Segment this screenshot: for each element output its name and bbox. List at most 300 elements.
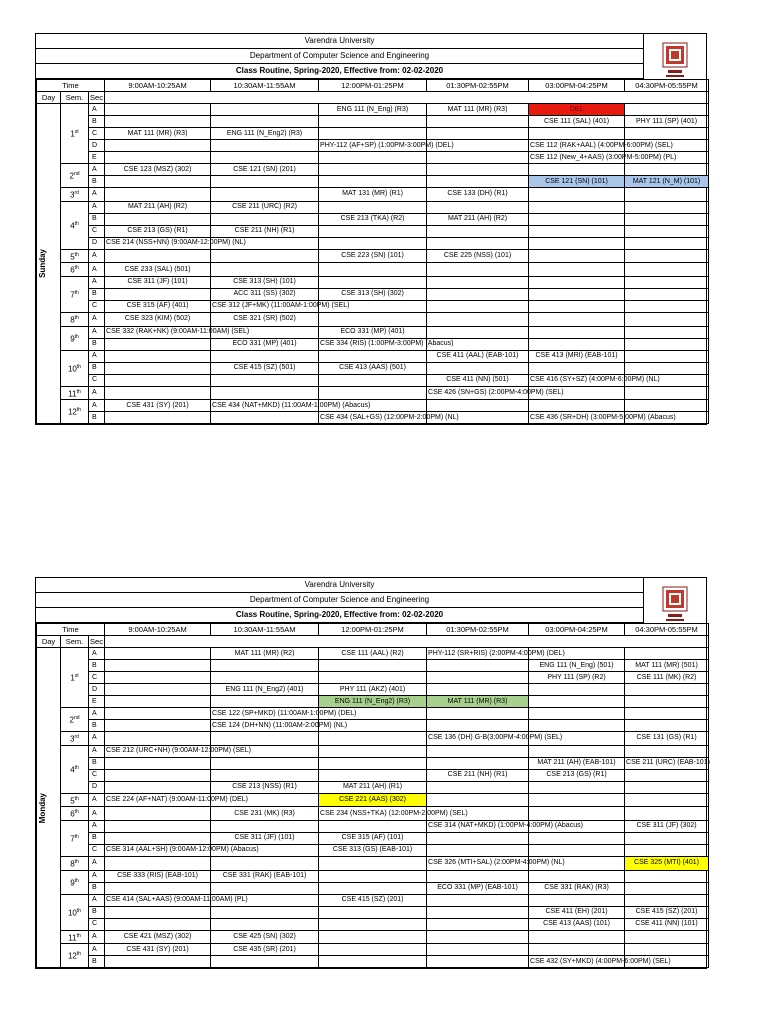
class-cell: [105, 237, 246, 249]
class-cell: [427, 116, 529, 128]
class-entry: CSE 225 (NSS) (101): [443, 251, 512, 259]
section-cell: A: [89, 894, 105, 906]
class-cell: [625, 386, 709, 400]
semester-suffix: th: [74, 220, 79, 227]
class-cell: [625, 820, 709, 832]
class-entry: CSE 326 (MTI+SAL) (2:00PM-4:00PM) (NL): [428, 859, 565, 867]
class-cell: [427, 104, 529, 116]
semester-number: 4: [70, 221, 75, 231]
class-cell: [319, 918, 427, 930]
table-row: [37, 176, 709, 188]
class-cell: [625, 807, 709, 821]
class-cell: [529, 201, 625, 213]
class-entry: ACC 311 (SS) (302): [233, 290, 296, 298]
semester-cell: [61, 708, 89, 732]
class-cell: [105, 188, 211, 202]
section-cell: A: [89, 312, 105, 326]
class-cell: [529, 152, 677, 164]
class-cell: [319, 116, 427, 128]
semester-cell: [61, 188, 89, 202]
class-entry: CSE 123 (MSZ) (302): [123, 165, 192, 173]
semester-number: 12: [67, 408, 77, 418]
class-cell: [105, 894, 248, 906]
class-entry: CSE 136 (DH) G-B(3:00PM-4:00PM) (SEL): [428, 734, 563, 742]
class-cell: [211, 769, 319, 781]
class-cell: [529, 672, 625, 684]
class-cell: [529, 720, 625, 732]
table-row: [37, 263, 709, 277]
class-entry: CSE 411 (NN) (501): [446, 376, 509, 384]
time-header: Time: [37, 624, 105, 636]
class-cell: [427, 781, 529, 793]
table-row: [37, 312, 709, 326]
class-cell: [529, 918, 625, 930]
class-cell: [319, 362, 427, 374]
class-cell: [625, 769, 709, 781]
class-cell: [319, 660, 427, 672]
class-cell: [105, 326, 250, 338]
section-cell: C: [89, 918, 105, 930]
section-cell: E: [89, 152, 105, 164]
class-cell: [625, 696, 709, 708]
time-slot-header: 01:30PM-02:55PM: [427, 624, 529, 636]
semester-suffix: th: [76, 363, 82, 370]
class-cell: [427, 918, 529, 930]
table-row: [37, 326, 709, 338]
class-cell: [105, 696, 211, 708]
class-cell: [319, 338, 454, 350]
class-entry: CSE 313 (GS) (EAB-101): [332, 846, 413, 854]
time-slot-header: 01:30PM-02:55PM: [427, 80, 529, 92]
class-entry: CSE 311 (JF) (101): [234, 834, 295, 842]
section-cell: A: [89, 793, 105, 807]
class-cell: [211, 648, 319, 660]
class-cell: [105, 276, 211, 288]
section-cell: A: [89, 164, 105, 176]
class-cell: [625, 944, 709, 956]
class-cell: [211, 213, 319, 225]
class-entry: MAT 211 (AH) (R2): [447, 215, 508, 223]
class-cell: [319, 326, 427, 338]
class-cell: [427, 672, 529, 684]
class-entry: CSE 413 (AAS) (101): [543, 920, 610, 928]
section-cell: A: [89, 648, 105, 660]
class-cell: [105, 660, 211, 672]
class-cell: [625, 708, 709, 720]
semester-header: Sem.: [61, 92, 89, 104]
class-entry: CSE 435 (SR) (201): [233, 945, 296, 953]
class-entry: CSE 413 (MRI) (EAB-101): [535, 352, 618, 360]
semester-number: 9: [70, 334, 75, 344]
section-cell: A: [89, 201, 105, 213]
class-entry: CSE 321 (SR) (502): [233, 315, 296, 323]
class-entry: MAT 111 (MR) (R2): [234, 649, 295, 657]
class-cell: [529, 832, 625, 844]
class-cell: [319, 263, 427, 277]
semester-number: 1: [70, 129, 75, 139]
semester-number: 1: [70, 673, 75, 683]
class-cell: [529, 263, 625, 277]
class-entry: CSE 313 (SH) (302): [341, 290, 404, 298]
class-cell: [529, 412, 676, 424]
class-entry: CSE 111 (MK) (R2): [636, 673, 697, 681]
class-cell: [427, 249, 529, 263]
class-cell: [427, 757, 529, 769]
class-cell: [427, 152, 529, 164]
class-cell: [625, 326, 709, 338]
class-cell: [625, 128, 709, 140]
class-cell: [529, 213, 625, 225]
class-cell: [105, 225, 211, 237]
semester-number: 5: [70, 796, 75, 806]
class-cell: [105, 104, 211, 116]
day-cell: [37, 104, 61, 424]
class-entry: PHY 111 (SP) (R2): [547, 673, 606, 681]
class-cell: [105, 820, 211, 832]
time-slot-header: 04:30PM-05:55PM: [625, 624, 709, 636]
class-entry: ENG 111 (N_Eng2) (R3): [226, 129, 303, 137]
class-cell: [319, 288, 427, 300]
class-cell: [105, 338, 211, 350]
class-cell: [427, 769, 529, 781]
class-cell: [529, 128, 625, 140]
class-cell: [529, 116, 625, 128]
semester-cell: [61, 249, 89, 263]
semester-cell: [61, 820, 89, 856]
semester-suffix: th: [74, 858, 79, 865]
class-entry: CSE 131 (GS) (R1): [636, 734, 697, 742]
class-entry: CSE 415 (SZ) (201): [341, 896, 404, 904]
class-cell: [529, 312, 625, 326]
class-cell: [529, 870, 625, 882]
class-cell: [211, 263, 319, 277]
section-cell: A: [89, 249, 105, 263]
day-header: Day: [37, 636, 61, 648]
class-cell: [105, 362, 211, 374]
class-cell: [211, 720, 348, 732]
class-entry: CSE 311 (JF) (302): [636, 822, 697, 830]
class-entry: CSE 213 (NSS) (R1): [232, 783, 297, 791]
class-cell: [211, 362, 319, 374]
class-cell: [319, 944, 427, 956]
class-entry: CSE 431 (SY) (201): [126, 401, 189, 409]
class-cell: [319, 312, 427, 326]
class-cell: [211, 152, 319, 164]
class-cell: [625, 312, 709, 326]
routine-title: Class Routine, Spring-2020, Effective from: 02-02-2020: [36, 64, 644, 79]
section-cell: B: [89, 338, 105, 350]
class-cell: [529, 288, 625, 300]
class-entry: PHY 111 (AKZ) (401): [339, 685, 406, 693]
class-entry: PHY-112 (AF+SP) (1:00PM-3:00PM) (DEL): [320, 141, 454, 149]
table-row: [37, 956, 709, 968]
class-entry: CSE 434 (NAT+MKD) (11:00AM-1:00PM) (Abacus): [212, 401, 371, 409]
class-cell: [211, 338, 319, 350]
semester-cell: [61, 276, 89, 312]
class-cell: [427, 906, 529, 918]
semester-cell: [61, 400, 89, 424]
class-cell: [211, 732, 319, 746]
time-slot-header: 10:30AM-11:55AM: [211, 624, 319, 636]
class-cell: [625, 720, 709, 732]
section-cell: A: [89, 820, 105, 832]
class-entry: CSE 314 (AAL+SH) (9:00AM-12:00PM) (Abacus): [106, 846, 259, 854]
class-cell: [625, 844, 709, 856]
table-row: [37, 832, 709, 844]
class-entry: CSE 331 (RAK) (EAB-101): [222, 872, 307, 880]
semester-number: 2: [69, 715, 74, 725]
class-cell: [105, 374, 211, 386]
class-cell: [427, 213, 529, 225]
class-cell: [427, 820, 583, 832]
class-cell: [105, 720, 211, 732]
class-cell: [529, 276, 625, 288]
class-cell: [625, 237, 709, 249]
table-row: [37, 820, 709, 832]
table-row: [37, 237, 709, 249]
class-cell: [319, 832, 427, 844]
class-cell: [625, 745, 709, 757]
class-entry: CSE 231 (MK) (R3): [234, 809, 295, 817]
semester-number: 9: [70, 878, 75, 888]
class-cell: [529, 338, 625, 350]
section-cell: A: [89, 732, 105, 746]
semester-number: 7: [70, 834, 75, 844]
class-entry: CSE 332 (RAK+NK) (9:00AM-11:00AM) (SEL): [106, 328, 250, 336]
section-cell: A: [89, 930, 105, 944]
class-cell: [319, 882, 427, 894]
university-name: Varendra University: [36, 578, 644, 593]
section-cell: B: [89, 832, 105, 844]
class-cell: [427, 882, 529, 894]
class-cell: [319, 732, 427, 746]
class-entry: ENG 111 (N_Eng) (R3): [336, 105, 409, 113]
class-cell: [319, 745, 427, 757]
class-cell: [319, 793, 427, 807]
class-cell: [105, 807, 211, 821]
time-slot-header: 04:30PM-05:55PM: [625, 80, 709, 92]
section-cell: B: [89, 956, 105, 968]
time-slot-header: 03:00PM-04:25PM: [529, 80, 625, 92]
section-cell: B: [89, 720, 105, 732]
section-cell: A: [89, 944, 105, 956]
section-cell: B: [89, 362, 105, 374]
class-cell: [529, 769, 625, 781]
section-cell: B: [89, 660, 105, 672]
class-cell: [625, 201, 709, 213]
university-logo: [644, 578, 706, 634]
class-cell: [319, 164, 427, 176]
class-entry: CSE 211 (URC) (R2): [232, 203, 297, 211]
class-cell: [427, 894, 529, 906]
class-cell: [105, 400, 211, 412]
section-cell: C: [89, 225, 105, 237]
class-cell: [211, 870, 319, 882]
table-row: [37, 362, 709, 374]
class-cell: [625, 832, 709, 844]
table-row: [37, 745, 709, 757]
semester-number: 8: [70, 315, 75, 325]
section-cell: C: [89, 300, 105, 312]
class-entry: CSE 124 (DH+NN) (11:00AM-2:00PM) (NL): [212, 721, 348, 729]
section-cell: C: [89, 844, 105, 856]
class-cell: [529, 350, 625, 362]
semester-cell: [61, 201, 89, 249]
table-row: [37, 720, 709, 732]
section-cell: A: [89, 276, 105, 288]
university-name: Varendra University: [36, 34, 644, 49]
class-cell: [529, 188, 625, 202]
class-cell: [625, 300, 709, 312]
class-cell: [529, 176, 625, 188]
table-row: [37, 128, 709, 140]
section-cell: C: [89, 128, 105, 140]
class-cell: [625, 249, 709, 263]
semester-cell: [61, 807, 89, 821]
class-cell: [105, 781, 211, 793]
section-cell: B: [89, 288, 105, 300]
class-cell: [105, 164, 211, 176]
class-cell: [625, 104, 709, 116]
table-row: [37, 164, 709, 176]
class-entry: CSE 411 (AAL) (EAB-101): [436, 352, 519, 360]
department-name: Department of Computer Science and Engineering: [36, 49, 644, 64]
class-entry: CSE 224 (AF+NAT) (9:00AM-11:00PM) (DEL): [106, 795, 248, 803]
class-cell: [427, 856, 565, 870]
class-cell: [319, 249, 427, 263]
class-cell: [427, 793, 529, 807]
semester-suffix: th: [76, 407, 82, 414]
semester-suffix: rd: [74, 734, 79, 740]
table-row: [37, 757, 709, 769]
class-cell: [211, 708, 357, 720]
class-entry: CSE 213 (GS) (R1): [127, 227, 188, 235]
class-cell: [625, 263, 709, 277]
section-cell: C: [89, 374, 105, 386]
class-entry: CSE 312 (JF+MK) (11:00AM-1:00PM) (SEL): [212, 302, 350, 310]
class-entry: CSE 221 (AAS) (302): [339, 795, 406, 803]
semester-number: 10: [67, 908, 77, 918]
semester-number: 5: [70, 252, 75, 262]
class-entry: CSE 414 (SAL+AAS) (9:00AM-11:00AM) (PL): [106, 896, 248, 904]
table-row: [37, 249, 709, 263]
semester-number: 12: [67, 952, 77, 962]
class-cell: [105, 312, 211, 326]
section-cell: B: [89, 116, 105, 128]
class-cell: [211, 288, 319, 300]
class-cell: [529, 104, 625, 116]
class-cell: [211, 832, 319, 844]
class-cell: [211, 684, 319, 696]
class-cell: [625, 338, 709, 350]
class-cell: [211, 882, 319, 894]
class-cell: [211, 412, 319, 424]
semester-cell: [61, 263, 89, 277]
class-cell: [319, 648, 427, 660]
class-cell: [427, 237, 529, 249]
table-row: [37, 338, 709, 350]
class-cell: [427, 164, 529, 176]
class-cell: [529, 684, 625, 696]
table-row: [37, 225, 709, 237]
class-cell: [211, 374, 319, 386]
time-header: Time: [37, 80, 105, 92]
section-cell: A: [89, 104, 105, 116]
class-cell: [625, 882, 709, 894]
class-cell: [105, 793, 248, 807]
class-cell: [427, 225, 529, 237]
section-cell: A: [89, 870, 105, 882]
semester-suffix: th: [74, 290, 79, 297]
class-cell: [105, 249, 211, 263]
class-cell: [427, 176, 529, 188]
table-row: [37, 276, 709, 288]
class-cell: [529, 807, 625, 821]
semester-number: 6: [70, 265, 75, 275]
class-entry: CSE 421 (MSZ) (302): [123, 932, 192, 940]
table-row: [37, 300, 709, 312]
class-entry: ENG 111 (N_Eng2) (R3): [334, 697, 411, 705]
time-slot-header: 12:00PM-01:25PM: [319, 80, 427, 92]
class-cell: [211, 807, 319, 821]
semester-cell: [61, 894, 89, 930]
class-cell: [105, 956, 211, 968]
semester-suffix: th: [74, 314, 79, 321]
class-cell: [211, 820, 319, 832]
semester-header: Sem.: [61, 636, 89, 648]
semester-suffix: st: [74, 673, 79, 680]
class-cell: [319, 104, 427, 116]
table-row: [37, 660, 709, 672]
class-entry: CSE 212 (URC+NH) (9:00AM-12:00PM) (SEL): [106, 747, 251, 755]
class-cell: [105, 350, 211, 362]
time-slot-header: 9:00AM-10:25AM: [105, 624, 211, 636]
class-cell: [211, 312, 319, 326]
class-cell: [319, 906, 427, 918]
class-cell: [319, 844, 427, 856]
class-cell: [427, 300, 529, 312]
class-cell: [625, 781, 709, 793]
class-cell: [427, 288, 529, 300]
table-row: [37, 201, 709, 213]
semester-cell: [61, 326, 89, 350]
class-cell: [529, 326, 625, 338]
class-cell: [427, 263, 529, 277]
class-cell: [105, 648, 211, 660]
class-entry: MAT 211 (AH) (R2): [127, 203, 188, 211]
class-cell: [529, 140, 673, 152]
class-cell: [625, 870, 709, 882]
class-entry: CSE 334 (RIS) (1:00PM-3:00PM) (Abacus): [320, 340, 454, 348]
semester-suffix: th: [74, 795, 79, 802]
class-cell: [105, 918, 211, 930]
semester-suffix: th: [76, 388, 81, 395]
class-cell: [529, 400, 625, 412]
class-cell: [529, 793, 625, 807]
class-cell: [105, 944, 211, 956]
class-cell: [427, 312, 529, 326]
class-cell: [319, 225, 427, 237]
section-cell: B: [89, 906, 105, 918]
semester-number: 4: [70, 765, 75, 775]
class-cell: [427, 832, 529, 844]
class-cell: [529, 882, 625, 894]
class-entry: MAT 211 (AH) (R1): [342, 783, 403, 791]
class-cell: [211, 781, 319, 793]
class-cell: [211, 944, 319, 956]
class-entry: CSE 311 (JF) (101): [127, 278, 188, 286]
semester-number: 7: [70, 290, 75, 300]
